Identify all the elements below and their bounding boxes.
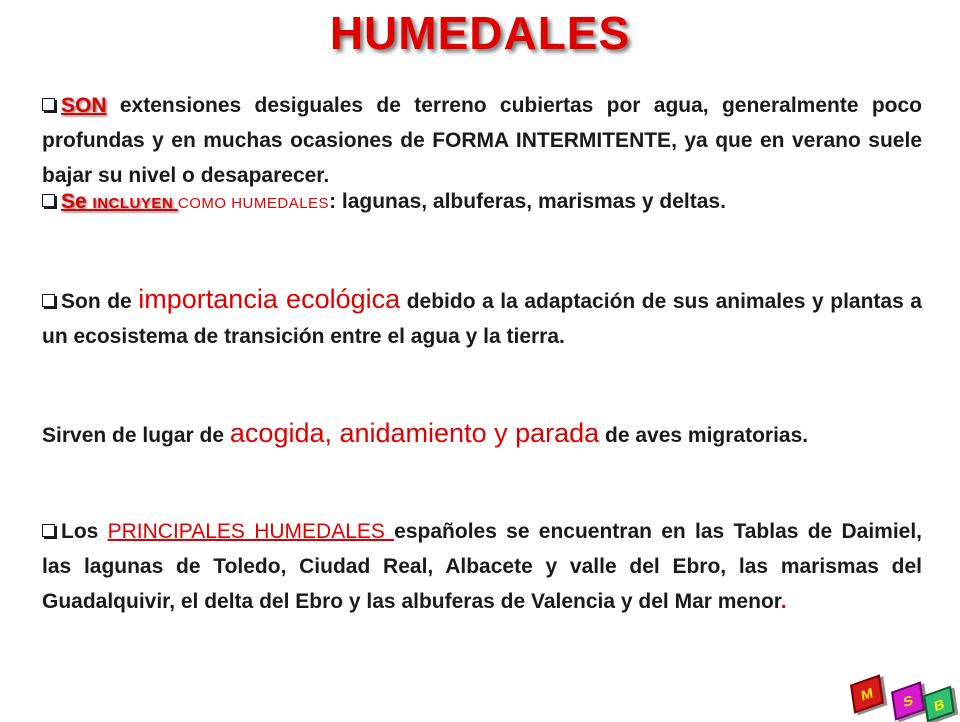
main-end: . — [780, 590, 787, 613]
main-text: españoles se encuentran en las Tablas de Daimiel, las lagunas de Toledo, Ciudad Real, Albacete y valle del Ebro, las marismas del Guadalquivir, el delta del Ebro y las albuferas de Valencia y del Mar menor — [42, 520, 923, 613]
keyword-son: SON — [61, 94, 107, 117]
paragraph-importance — [42, 282, 922, 354]
highlight-principales: PRINCIPALES HUMEDALES — [107, 520, 395, 543]
includes-text: : lagunas, albuferas, marismas y deltas. — [329, 190, 726, 213]
birds-text: de aves migratorias. — [599, 424, 809, 447]
logo-cube-b-icon: B — [923, 686, 955, 722]
highlight-importancia: importancia ecológica — [138, 284, 401, 314]
keyword-se: Se — [61, 190, 93, 213]
checkbox-bullet-icon — [42, 294, 55, 307]
importance-text: debido a la adaptación de sus animales y plantas a un ecosistema de transición entre el agua y la tierra. — [42, 290, 922, 348]
checkbox-bullet-icon — [42, 98, 55, 111]
paragraph-main-wetlands — [42, 514, 922, 619]
definition-text: extensiones desiguales de terreno cubiertas por agua, generalmente poco profundas y en muchas ocasiones de FORMA INTERMITENTE, ya que en verano suele bajar su nivel o desaparecer. — [42, 94, 922, 187]
highlight-acogida: acogida, anidamiento y parada — [229, 418, 600, 448]
keyword-incluyen: INCLUYEN — [92, 195, 178, 212]
keyword-como-humedales: COMO HUMEDALES — [177, 195, 330, 212]
page-title: HUMEDALES — [329, 7, 631, 59]
logo-cube-s-icon: S — [891, 681, 925, 720]
checkbox-bullet-icon — [42, 524, 55, 537]
paragraph-birds — [42, 416, 922, 453]
checkbox-bullet-icon — [42, 194, 55, 207]
main-pre: Los — [61, 520, 108, 543]
logo-cube-m-icon: M — [850, 674, 884, 713]
importance-pre: Son de — [61, 290, 139, 313]
birds-pre: Sirven de lugar de — [42, 424, 230, 447]
paragraph-definition — [42, 88, 922, 193]
paragraph-includes — [42, 184, 922, 221]
